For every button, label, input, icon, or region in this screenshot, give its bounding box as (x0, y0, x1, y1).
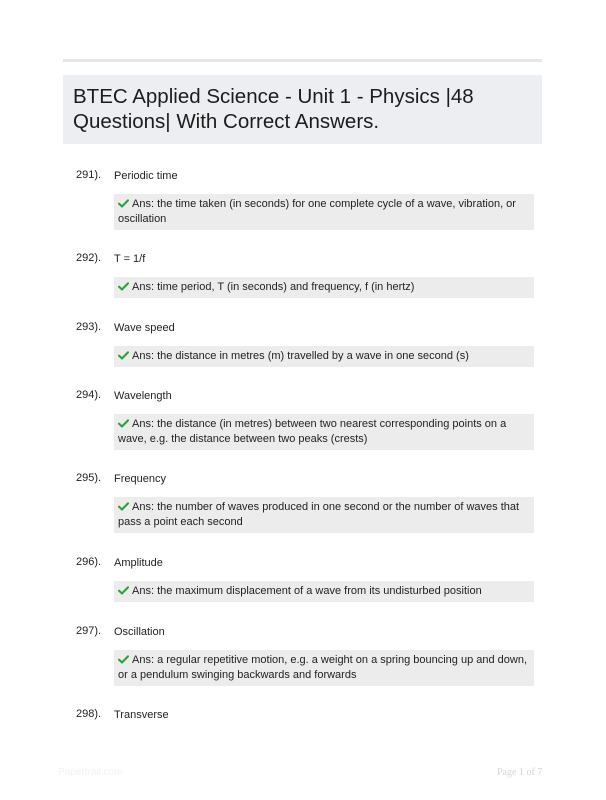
answer-box (114, 346, 534, 367)
question-term: Amplitude (114, 557, 163, 569)
question-number: 295). (76, 472, 102, 484)
question-number: 296). (76, 556, 102, 568)
answer-box (114, 581, 534, 602)
check-icon (118, 502, 129, 511)
page-number: Page 1 of 7 (497, 767, 543, 778)
check-icon (118, 199, 129, 208)
question-term: Frequency (114, 473, 166, 485)
answer-box (114, 194, 534, 230)
question-number: 297). (76, 625, 102, 637)
answer-box (114, 497, 534, 533)
check-icon (118, 655, 129, 664)
question-number: 298). (76, 708, 102, 720)
check-icon (118, 586, 129, 595)
question-number: 291). (76, 169, 102, 181)
top-rule (63, 59, 542, 62)
answer-text: Ans: the number of waves produced in one second or the number of waves that pass a point each second (118, 501, 520, 528)
check-icon (118, 282, 129, 291)
question-term: Oscillation (114, 626, 165, 638)
question-number: 292). (76, 252, 102, 264)
document-title: BTEC Applied Science - Unit 1 - Physics |48 Questions| With Correct Answers. (73, 85, 474, 133)
question-term: Wavelength (114, 390, 172, 402)
answer-box (114, 650, 534, 686)
answer-text: Ans: the distance in metres (m) travelled by a wave in one second (s) (132, 350, 469, 362)
question-term: Wave speed (114, 322, 175, 334)
answer-text: Ans: the distance (in metres) between two nearest corresponding points on a wave, e.g. the distance between two peaks (crests) (118, 418, 507, 445)
answer-box (114, 277, 534, 298)
check-icon (118, 351, 129, 360)
footer-site: Papertrail.com (58, 767, 123, 778)
answer-box (114, 414, 534, 450)
question-term: T = 1/f (114, 253, 146, 265)
check-icon (118, 419, 129, 428)
answer-text: Ans: a regular repetitive motion, e.g. a weight on a spring bouncing up and down, or a pendulum swinging backwards and forwards (118, 654, 528, 681)
answer-text: Ans: the time taken (in seconds) for one complete cycle of a wave, vibration, or oscillation (118, 198, 516, 225)
title-box (63, 75, 542, 144)
question-term: Periodic time (114, 170, 178, 182)
answer-text: Ans: time period, T (in seconds) and frequency, f (in hertz) (132, 281, 415, 293)
question-number: 293). (76, 321, 102, 333)
answer-text: Ans: the maximum displacement of a wave from its undisturbed position (132, 585, 482, 597)
question-number: 294). (76, 389, 102, 401)
question-term: Transverse (114, 709, 169, 721)
